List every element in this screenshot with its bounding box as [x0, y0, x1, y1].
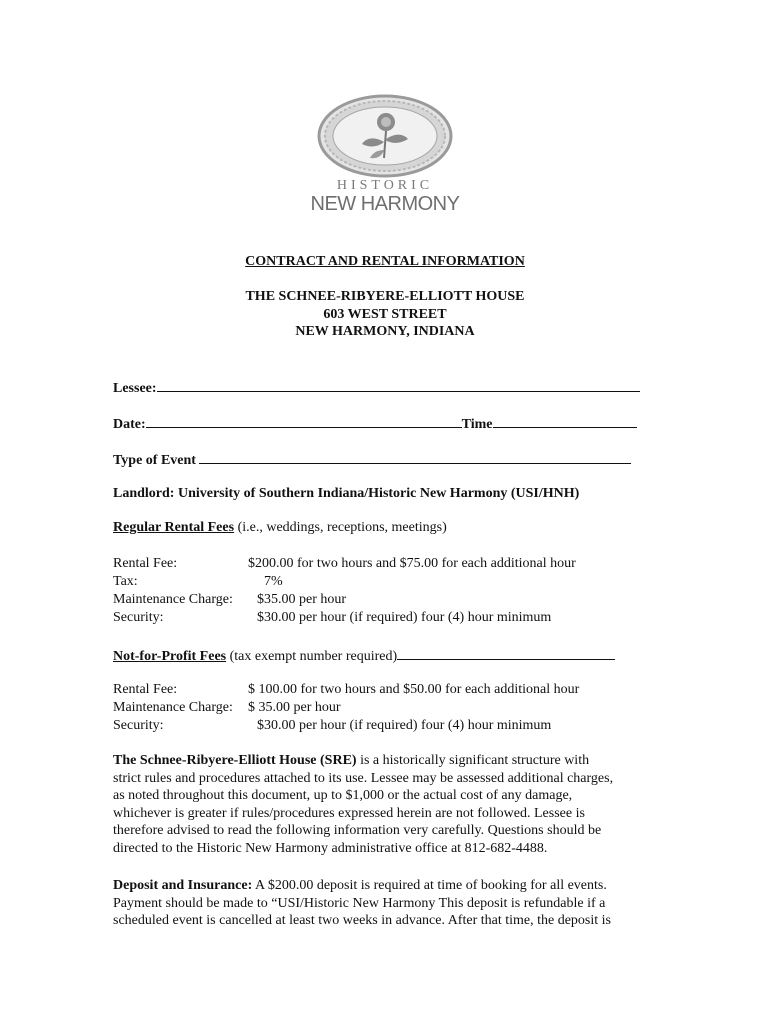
regular-maintenance-label: Maintenance Charge: [113, 592, 233, 607]
sre-line-1 [113, 752, 673, 770]
regular-fees-heading [113, 519, 447, 537]
nonprofit-security-label: Security: [113, 718, 164, 733]
sre-text-1: is a historically significant structure with [356, 753, 590, 768]
tax-exempt-number-blank[interactable] [397, 645, 615, 660]
event-type-field [113, 449, 631, 470]
logo-text-new-harmony: NEW HARMONY [310, 193, 460, 215]
sre-line-3: as noted throughout this document, up to $1,000 or the actual cost of any damage, [113, 788, 573, 804]
date-blank[interactable] [146, 413, 462, 428]
city-state: NEW HARMONY, INDIANA [295, 324, 475, 339]
sre-paragraph [113, 752, 673, 858]
regular-tax-value: 7% [264, 574, 283, 589]
date-time-field [113, 413, 637, 434]
lessee-field [113, 377, 640, 398]
street-address: 603 WEST STREET [323, 307, 447, 322]
historic-new-harmony-logo [300, 92, 470, 222]
deposit-paragraph [113, 877, 673, 930]
logo-text-historic: HISTORIC [336, 178, 434, 193]
regular-security-value: $30.00 per hour (if required) four (4) hour minimum [257, 610, 552, 625]
document-title: CONTRACT AND RENTAL INFORMATION [245, 254, 525, 269]
regular-maintenance-value: $35.00 per hour [257, 592, 347, 607]
sre-line-5: therefore advised to read the following information very carefully. Questions should be [113, 823, 602, 839]
regular-tax-label: Tax: [113, 574, 138, 589]
date-label: Date: [113, 417, 146, 432]
event-type-blank[interactable] [199, 449, 631, 464]
nonprofit-security-value: $30.00 per hour (if required) four (4) hour minimum [257, 718, 552, 733]
nonprofit-fees-note: (tax exempt number required) [226, 649, 398, 664]
regular-rental-fee-label: Rental Fee: [113, 556, 178, 571]
deposit-line-2: Payment should be made to “USI/Historic New Harmony This deposit is refundable if a [113, 895, 606, 911]
regular-fees-title: Regular Rental Fees [113, 520, 235, 535]
nonprofit-maintenance-value: $ 35.00 per hour [248, 700, 341, 715]
sre-line-2: strict rules and procedures attached to its use. Lessee may be assessed additional charges, [113, 770, 614, 786]
nonprofit-fees-title: Not-for-Profit Fees [113, 649, 227, 664]
regular-security-label: Security: [113, 610, 164, 625]
nonprofit-fees-heading [113, 645, 615, 666]
deposit-text-1: A $200.00 deposit is required at time of booking for all events. [252, 878, 607, 893]
sre-bold-lead: The Schnee-Ribyere-Elliott House (SRE) [113, 753, 357, 768]
sre-line-4: whichever is greater if rules/procedures expressed herein are not followed. Lessee is [113, 805, 585, 821]
time-label: Time [461, 417, 493, 432]
deposit-line-1 [113, 877, 673, 895]
regular-rental-fee-value: $200.00 for two hours and $75.00 for each additional hour [248, 556, 576, 571]
lessee-label: Lessee: [113, 381, 157, 396]
nonprofit-maintenance-label: Maintenance Charge: [113, 700, 233, 715]
time-blank[interactable] [493, 413, 637, 428]
sre-line-6: directed to the Historic New Harmony administrative office at 812-682-4488. [113, 840, 548, 856]
nonprofit-rental-fee-label: Rental Fee: [113, 682, 178, 697]
lessee-blank[interactable] [157, 377, 640, 392]
nonprofit-rental-fee-value: $ 100.00 for two hours and $50.00 for each additional hour [248, 682, 580, 697]
deposit-bold-lead: Deposit and Insurance: [113, 878, 253, 893]
event-type-label: Type of Event [113, 453, 196, 468]
deposit-line-3: scheduled event is cancelled at least two weeks in advance. After that time, the deposit is [113, 913, 611, 929]
house-name: THE SCHNEE-RIBYERE-ELLIOTT HOUSE [245, 289, 525, 304]
regular-fees-note: (i.e., weddings, receptions, meetings) [234, 520, 447, 535]
rose-wreath-emblem [300, 92, 470, 182]
landlord-line: Landlord: University of Southern Indiana/Historic New Harmony (USI/HNH) [113, 486, 580, 501]
